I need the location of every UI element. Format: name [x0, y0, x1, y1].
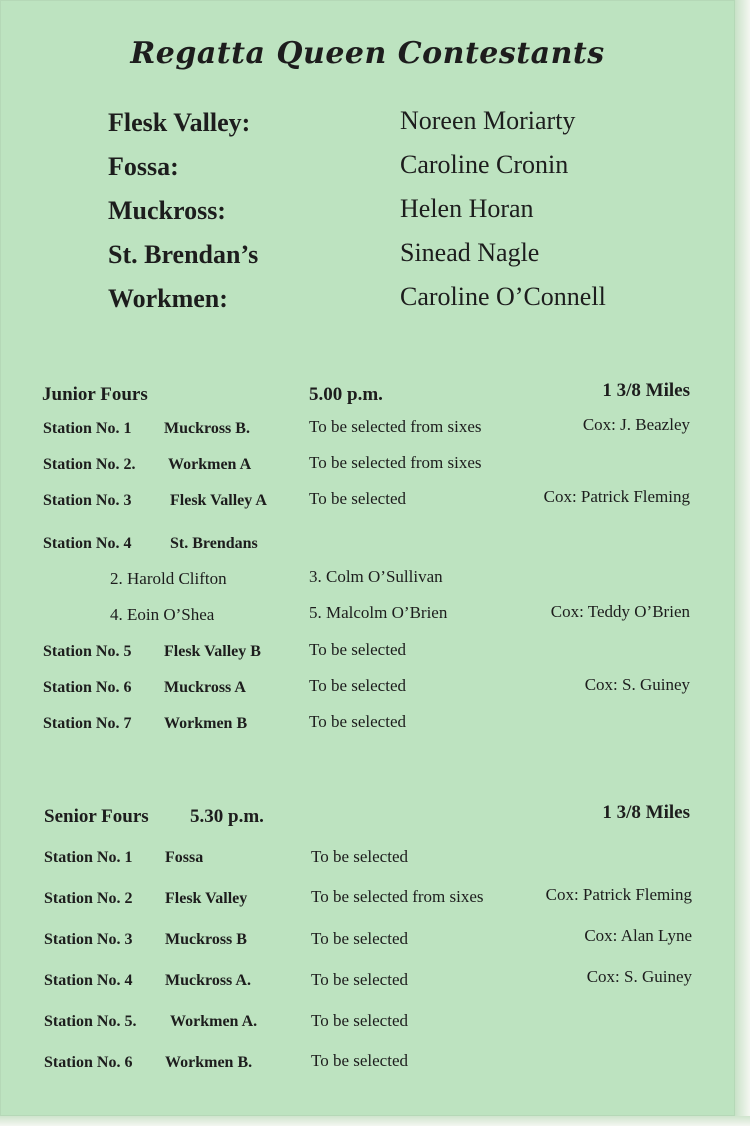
- crew-member: 5. Malcolm O’Brien: [309, 603, 448, 622]
- junior-note: To be selected from sixes: [309, 417, 482, 436]
- senior-station: Station No. 4: [44, 972, 133, 989]
- junior-note: To be selected: [309, 640, 406, 659]
- senior-note: To be selected: [311, 1011, 408, 1030]
- junior-station: Station No. 1: [43, 420, 132, 437]
- crew-member: 4. Eoin O’Shea: [110, 605, 215, 624]
- junior-crew: Muckross B.: [164, 420, 250, 437]
- contestant-name: Helen Horan: [400, 194, 534, 223]
- junior-crew: Muckross A: [164, 679, 246, 696]
- senior-station: Station No. 3: [44, 931, 133, 948]
- junior-station: Station No. 4: [43, 535, 132, 552]
- contestant-club: Muckross:: [108, 196, 226, 225]
- junior-station: Station No. 3: [43, 492, 132, 509]
- junior-note: To be selected: [309, 676, 406, 695]
- senior-crew: Muckross B: [165, 931, 247, 948]
- junior-cox: Cox: S. Guiney: [584, 675, 690, 694]
- junior-note: To be selected: [309, 712, 406, 731]
- senior-race-distance: 1 3/8 Miles: [602, 802, 690, 823]
- junior-crew: St. Brendans: [170, 535, 258, 552]
- crew-member: 2. Harold Clifton: [110, 569, 227, 588]
- junior-station: Station No. 2.: [43, 456, 136, 473]
- senior-cox: Cox: S. Guiney: [586, 967, 692, 986]
- junior-race-time: 5.00 p.m.: [309, 384, 383, 405]
- senior-crew: Flesk Valley: [165, 890, 248, 907]
- contestant-name: Caroline Cronin: [400, 150, 569, 179]
- contestant-club: Workmen:: [108, 284, 228, 313]
- contestant-name: Noreen Moriarty: [400, 106, 576, 135]
- contestant-club: St. Brendan’s: [108, 240, 259, 269]
- contestant-name: Sinead Nagle: [400, 238, 540, 267]
- senior-crew: Muckross A.: [165, 972, 251, 989]
- senior-note: To be selected: [311, 970, 408, 989]
- senior-station: Station No. 2: [44, 890, 133, 907]
- senior-crew: Fossa: [165, 849, 204, 866]
- senior-station: Station No. 5.: [44, 1013, 137, 1030]
- senior-cox: Cox: Alan Lyne: [584, 926, 692, 945]
- senior-station: Station No. 1: [44, 849, 133, 866]
- junior-station: Station No. 6: [43, 679, 132, 696]
- crew-member: 3. Colm O’Sullivan: [309, 567, 443, 586]
- crew-cox: Cox: Teddy O’Brien: [550, 602, 690, 621]
- junior-crew: Workmen B: [164, 715, 248, 732]
- contestant-club: Flesk Valley:: [108, 108, 251, 137]
- junior-race-title: Junior Fours: [42, 384, 148, 405]
- senior-note: To be selected: [311, 847, 408, 866]
- junior-crew: Flesk Valley A: [170, 492, 267, 509]
- page-bottom-edge: [0, 1116, 750, 1126]
- senior-note: To be selected from sixes: [311, 887, 484, 906]
- senior-crew: Workmen A.: [170, 1013, 258, 1030]
- senior-crew: Workmen B.: [165, 1054, 253, 1071]
- junior-note: To be selected from sixes: [309, 453, 482, 472]
- junior-crew: Workmen A: [168, 456, 252, 473]
- senior-station: Station No. 6: [44, 1054, 133, 1071]
- contestant-name: Caroline O’Connell: [400, 282, 606, 311]
- senior-cox: Cox: Patrick Fleming: [545, 885, 692, 904]
- contestant-club: Fossa:: [108, 152, 179, 181]
- junior-station: Station No. 7: [43, 715, 132, 732]
- junior-cox: Cox: J. Beazley: [582, 415, 690, 434]
- senior-race-title: Senior Fours: [44, 806, 149, 827]
- page-edge: [735, 0, 750, 1126]
- senior-note: To be selected: [311, 929, 408, 948]
- junior-crew: Flesk Valley B: [164, 643, 261, 660]
- senior-note: To be selected: [311, 1051, 408, 1070]
- junior-station: Station No. 5: [43, 643, 132, 660]
- junior-race-distance: 1 3/8 Miles: [602, 380, 690, 401]
- senior-race-time: 5.30 p.m.: [190, 806, 264, 827]
- junior-note: To be selected: [309, 489, 406, 508]
- page-title: Regatta Queen Contestants: [130, 36, 605, 71]
- junior-cox: Cox: Patrick Fleming: [543, 487, 690, 506]
